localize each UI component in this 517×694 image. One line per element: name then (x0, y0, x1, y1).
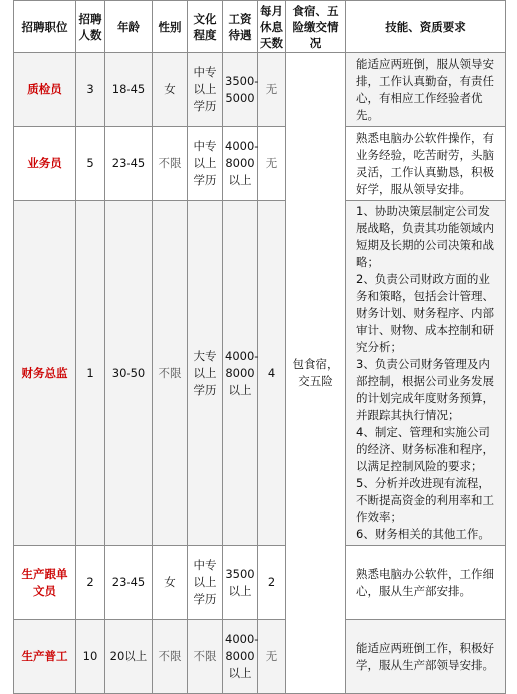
header-count: 招聘人数 (76, 1, 105, 53)
education-cell: 中专以上学历 (188, 546, 223, 620)
age-cell: 23-45 (105, 546, 153, 620)
requirement-line: 3、负责公司财务管理及内部控制，根据公司业务发展的计划完成年度财务预算，并跟踪其执行情况； (356, 357, 494, 422)
salary-cell: 3500以上 (223, 546, 258, 620)
gender-cell: 不限 (153, 620, 188, 694)
gender-cell: 女 (153, 546, 188, 620)
requirement-line: 5、分析并改进现有流程，不断提高资金的利用率和工作效率； (356, 476, 494, 524)
header-requirements: 技能、资质要求 (346, 1, 506, 53)
requirements-cell (346, 53, 506, 127)
requirements-cell (346, 546, 506, 620)
table-row (14, 620, 506, 694)
recruitment-table (13, 0, 506, 694)
requirement-line: 熟悉电脑办公软件，工作细心，服从生产部安排。 (356, 566, 494, 598)
requirements-cell (346, 620, 506, 694)
header-row (14, 1, 506, 53)
salary-cell: 4000-8000以上 (223, 620, 258, 694)
header-education: 文化程度 (188, 1, 223, 53)
header-rest-days: 每月休息天数 (258, 1, 286, 53)
requirement-line: 熟悉电脑办公软件操作，有业务经验，吃苦耐劳，头脑灵活，工作认真勤恳，积极好学，服从领导安排。 (356, 130, 494, 196)
position-cell: 生产跟单文员 (14, 546, 76, 620)
rest-days-cell: 2 (258, 546, 286, 620)
education-cell: 中专以上学历 (188, 53, 223, 127)
requirement-line: 能适应两班倒工作，积极好学，服从生产部领导安排。 (356, 640, 494, 672)
rest-days-cell: 无 (258, 53, 286, 127)
benefits-cell: 包食宿，交五险 (286, 53, 346, 694)
header-benefits: 食宿、五险缴交情况 (286, 1, 346, 53)
education-cell: 中专以上学历 (188, 127, 223, 201)
salary-cell: 3500-5000 (223, 53, 258, 127)
table-row (14, 201, 506, 546)
table-row (14, 546, 506, 620)
age-cell: 20以上 (105, 620, 153, 694)
position-cell: 财务总监 (14, 201, 76, 546)
education-cell: 不限 (188, 620, 223, 694)
table-row (14, 53, 506, 127)
position-cell: 质检员 (14, 53, 76, 127)
age-cell: 23-45 (105, 127, 153, 201)
requirements-cell (346, 127, 506, 201)
header-position: 招聘职位 (14, 1, 76, 53)
age-cell: 18-45 (105, 53, 153, 127)
rest-days-cell: 4 (258, 201, 286, 546)
requirement-line: 6、财务相关的其他工作。 (356, 527, 490, 541)
header-salary: 工资待遇 (223, 1, 258, 53)
count-cell: 3 (76, 53, 105, 127)
position-cell: 业务员 (14, 127, 76, 201)
count-cell: 2 (76, 546, 105, 620)
requirement-line: 能适应两班倒，服从领导安排，工作认真勤奋，有责任心，有相应工作经验者优先。 (356, 56, 494, 122)
requirement-line: 4、制定、管理和实施公司的经济、财务标准和程序，以满足控制风险的要求； (356, 425, 494, 473)
position-cell: 生产普工 (14, 620, 76, 694)
rest-days-cell: 无 (258, 127, 286, 201)
count-cell: 1 (76, 201, 105, 546)
requirement-line: 1、协助决策层制定公司发展战略，负责其功能领域内短期及长期的公司决策和战略； (356, 204, 494, 269)
header-gender: 性别 (153, 1, 188, 53)
education-cell: 大专以上学历 (188, 201, 223, 546)
requirement-line: 2、负责公司财政方面的业务和策略，包括会计管理、财务计划、财务程序、内部审计、财物、成本控制和研究分析； (356, 272, 494, 354)
age-cell: 30-50 (105, 201, 153, 546)
gender-cell: 不限 (153, 127, 188, 201)
requirements-cell (346, 201, 506, 546)
salary-cell: 4000-8000以上 (223, 127, 258, 201)
gender-cell: 女 (153, 53, 188, 127)
rest-days-cell: 无 (258, 620, 286, 694)
table-row (14, 127, 506, 201)
count-cell: 10 (76, 620, 105, 694)
gender-cell: 不限 (153, 201, 188, 546)
salary-cell: 4000-8000以上 (223, 201, 258, 546)
count-cell: 5 (76, 127, 105, 201)
header-age: 年龄 (105, 1, 153, 53)
